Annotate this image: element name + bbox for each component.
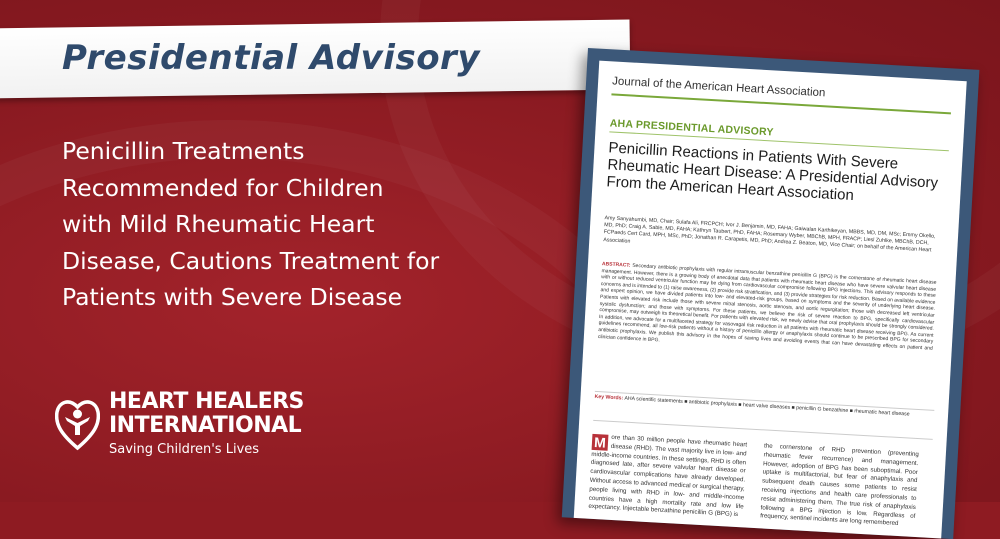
headline-line: Patients with Severe Disease	[62, 283, 403, 311]
logo-name-line: INTERNATIONAL	[109, 413, 302, 438]
keywords-text: AHA scientific statements ■ antibiotic prophylaxis ■ heart valve diseases ■ penicillin G benzathine ■ rheumatic heart disease	[624, 395, 910, 418]
heart-healers-logo	[55, 390, 315, 470]
paper-frame	[562, 48, 980, 539]
abstract-text: Secondary antibiotic prophylaxis with regular intramuscular benzathine penicillin G (BPG) is the cornerstone of rheumatic heart disease management. However, there is a growing body of anecdotal data that patients with rheumatic heart disease who have severe valvular heart disease with or without reduced ventricular function may be dying from cardiovascular compromise following BPG injections. This advisory responds to these concerns and is intended to (1) raise awareness, (2) provide risk stratification, and (3) provide strategies for risk reduction. Based on available evidence and expert opinion, we have divided patients into low- and elevated-risk groups, based on symptoms and the severity of underlying heart disease. Patients with elevated risk include those with severe mitral stenosis, aortic stenosis, and aortic regurgitation; those with decreased left ventricular systolic dysfunction; and those with symptoms. For these patients, we believe the risk of severe reaction to BPG, specifically cardiovascular compromise, may outweigh its theoretical benefit. For patients with elevated risk, we newly advise that oral prophylaxis should be strongly considered. In addition, we advocate for a multifaceted strategy for vasovagal risk reduction in all patients with rheumatic heart disease receiving BPG. As current guidelines recommend, all low-risk patients without a history of penicillin allergy or anaphylaxis should continue to be prescribed BPG for secondary antibiotic prophylaxis. We publish this advisory in the hopes of saving lives and avoiding events that can have devastating effects on patient and clinician confidence in BPG.	[597, 262, 937, 352]
body-column-1	[588, 433, 747, 521]
logo-tagline: Saving Children's Lives	[109, 442, 260, 457]
body-text: ore than 30 million people have rheumatic heart disease (RHD). The vast majority live in low- and middle-income countries. In these settings, RHD is often diagnosed late, after severe valvular heart disease or cardiovascular complications have already developed. Without access to advanced medical or surgical therapy, people living with RHD in low- and middle-income countries have a high mortality rate and low life expectancy. Injectable benzathine penicillin G (BPG) is	[588, 433, 748, 519]
paper-title: Penicillin Reactions in Patients With Severe Rheumatic Heart Disease: A Presidential Advisory From the American Heart Association	[606, 139, 939, 205]
headline-line: Penicillin Treatments	[62, 137, 305, 165]
abstract-label: ABSTRACT:	[601, 261, 631, 269]
journal-paper	[574, 61, 967, 539]
drop-cap: M	[592, 434, 609, 451]
logo-name	[109, 390, 304, 438]
body-text: the cornerstone of RHD prevention (preventing rheumatic fever recurrence) and management. However, adoption of BPG has been suboptimal. Poor uptake is multifactorial, but fear of anaphylaxis and subsequent death causes some patients to resist receiving injections and health care professionals to resist administering them. The true risk of anaphylaxis following a BPG injection is low. Regardless of frequency, sentinel incidents are long remembered	[759, 442, 920, 528]
body-column-2	[760, 442, 919, 530]
section-label: AHA PRESIDENTIAL ADVISORY	[609, 117, 774, 139]
paper-abstract	[598, 261, 937, 359]
keywords-label: Key Words:	[594, 393, 624, 402]
headline	[62, 133, 582, 316]
heart-child-icon	[55, 390, 100, 452]
banner-title: Presidential Advisory	[62, 38, 480, 78]
headline-line: with Mild Rheumatic Heart	[62, 210, 375, 238]
headline-line: Recommended for Children	[62, 173, 384, 202]
logo-name-line: HEART HEALERS	[109, 389, 304, 414]
headline-line: Disease, Cautions Treatment for	[62, 246, 440, 275]
journal-name: Journal of the American Heart Association	[611, 75, 826, 100]
paper-authors: Amy Sanyahumbi, MD, Chair; Sulafa Ali, FRCPCH; Ivor J. Benjamin, MD, FAHA; Gaiwalan Karthikeyan, MBBS, MD, DM, MSc; Emmy Okello, MD, PhD; Craig A. Sable, MD, FAHA; Kathryn Taubert, PhD, FAHA; Rosemary Wyber, MBChB, MPH, FRACP; Liesl Zuhlke, MBChB, DCH, FCPaeds Cert Card, MPH, MSc, PhD; Jonathan R. Carapetis, MD, PhD; Andrea Z. Beaton, MD, Vice Chair; on behalf of the American Heart Association	[603, 215, 936, 254]
